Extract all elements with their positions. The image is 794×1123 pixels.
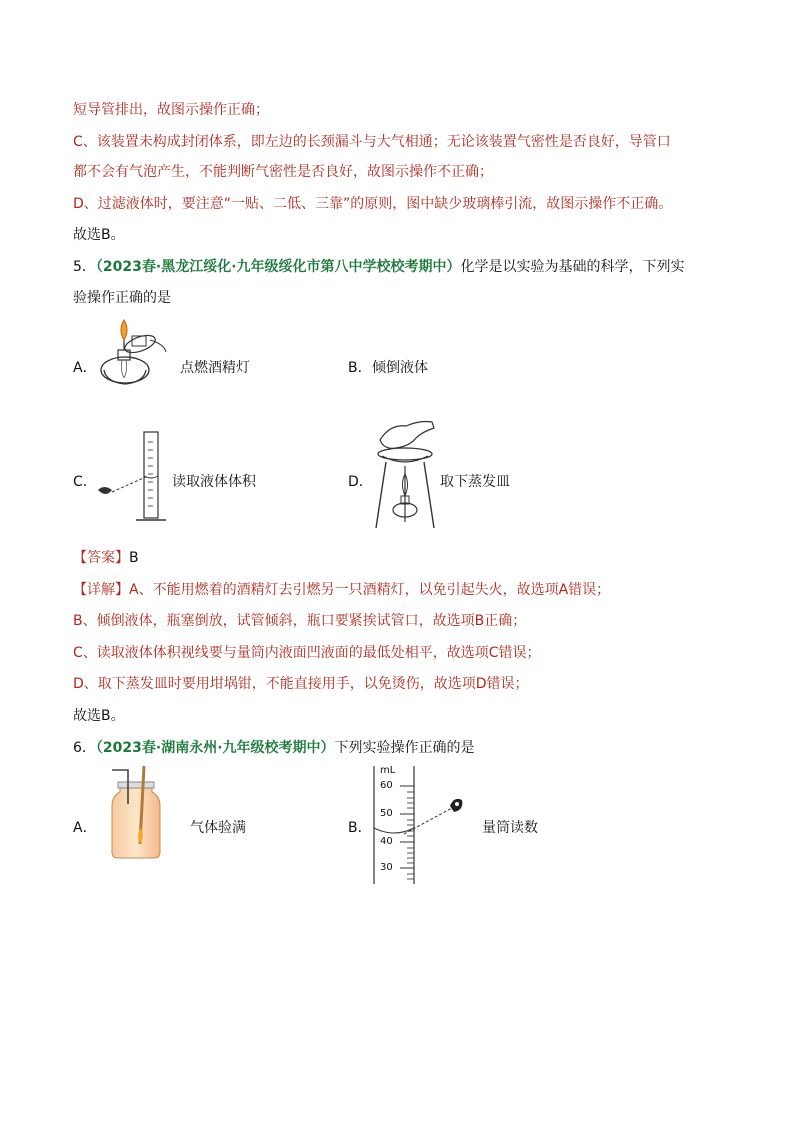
answer-value: B bbox=[129, 550, 139, 566]
question-source: （2023春·黑龙江绥化·九年级绥化市第八中学校校考期中） bbox=[95, 259, 461, 275]
cylinder-reading-figure bbox=[92, 428, 172, 528]
option-b-letter: B． bbox=[348, 360, 372, 376]
cylinder-unit: mL bbox=[380, 765, 396, 776]
cylinder-tick-label: 60 bbox=[380, 780, 393, 791]
question-6-stem bbox=[73, 738, 475, 758]
prev-answer-choice: 故选B。 bbox=[73, 227, 125, 243]
option-d-text: 取下蒸发皿 bbox=[440, 474, 510, 490]
prev-answer-line-d: D、过滤液体时，要注意“一贴、二低、三靠”的原则，图中缺少玻璃棒引流，故图示操作不正确。 bbox=[73, 196, 673, 212]
q6-option-b-text: 量筒读数 bbox=[482, 820, 538, 836]
detail-line-b: B、倾倒液体，瓶塞倒放，试管倾斜，瓶口要紧挨试管口，故选项B正确； bbox=[73, 613, 527, 629]
cylinder-scale-figure bbox=[370, 762, 480, 887]
question-source: （2023春·湖南永州·九年级校考期中） bbox=[95, 740, 335, 756]
option-b-text: 倾倒液体 bbox=[372, 360, 428, 376]
question-stem-text: 化学是以实验为基础的科学，下列实 bbox=[460, 259, 685, 275]
gas-bottle-figure bbox=[100, 764, 170, 864]
question-5-stem bbox=[73, 257, 685, 277]
answer-label: 【答案】 bbox=[73, 550, 129, 566]
prev-answer-line-1: 短导管排出，故图示操作正确； bbox=[73, 102, 269, 118]
q6-option-a-letter: A． bbox=[73, 820, 97, 836]
question-5-stem-cont: 验操作正确的是 bbox=[73, 290, 171, 306]
detail-line-c: C、读取液体体积视线要与量筒内液面凹液面的最低处相平，故选项C错误； bbox=[73, 645, 541, 661]
detail-text-a: A、不能用燃着的酒精灯去引燃另一只酒精灯，以免引起失火，故选项A错误； bbox=[129, 582, 611, 598]
detail-label: 【详解】 bbox=[73, 582, 129, 598]
cylinder-tick-label: 50 bbox=[380, 808, 393, 819]
cylinder-tick-label: 40 bbox=[380, 836, 393, 847]
question-stem-text: 下列实验操作正确的是 bbox=[334, 740, 475, 756]
question-number: 5． bbox=[73, 259, 96, 275]
alcohol-lamp-figure bbox=[92, 318, 172, 388]
q6-option-a-text: 气体验满 bbox=[190, 820, 246, 836]
prev-answer-line-c2: 都不会有气泡产生，不能判断气密性是否良好，故图示操作不正确； bbox=[73, 164, 493, 180]
detail-line-a bbox=[73, 580, 610, 600]
option-c-letter: C． bbox=[73, 474, 97, 490]
q6-option-b-letter: B． bbox=[348, 820, 372, 836]
option-a-text: 点燃酒精灯 bbox=[180, 360, 250, 376]
option-a-letter: A． bbox=[73, 360, 97, 376]
cylinder-tick-label: 30 bbox=[380, 862, 393, 873]
option-c-text: 读取液体体积 bbox=[172, 474, 256, 490]
evaporating-dish-figure bbox=[370, 418, 440, 533]
question-number: 6． bbox=[73, 740, 96, 756]
answer-line bbox=[73, 548, 139, 568]
prev-answer-line-c1: C、该装置未构成封闭体系，即左边的长颈漏斗与大气相通；无论该装置气密性是否良好，导管口 bbox=[73, 134, 671, 150]
detail-line-d: D、取下蒸发皿时要用坩埚钳，不能直接用手，以免烫伤，故选项D错误； bbox=[73, 676, 529, 692]
option-d-letter: D． bbox=[348, 474, 373, 490]
q5-choice: 故选B。 bbox=[73, 708, 125, 724]
